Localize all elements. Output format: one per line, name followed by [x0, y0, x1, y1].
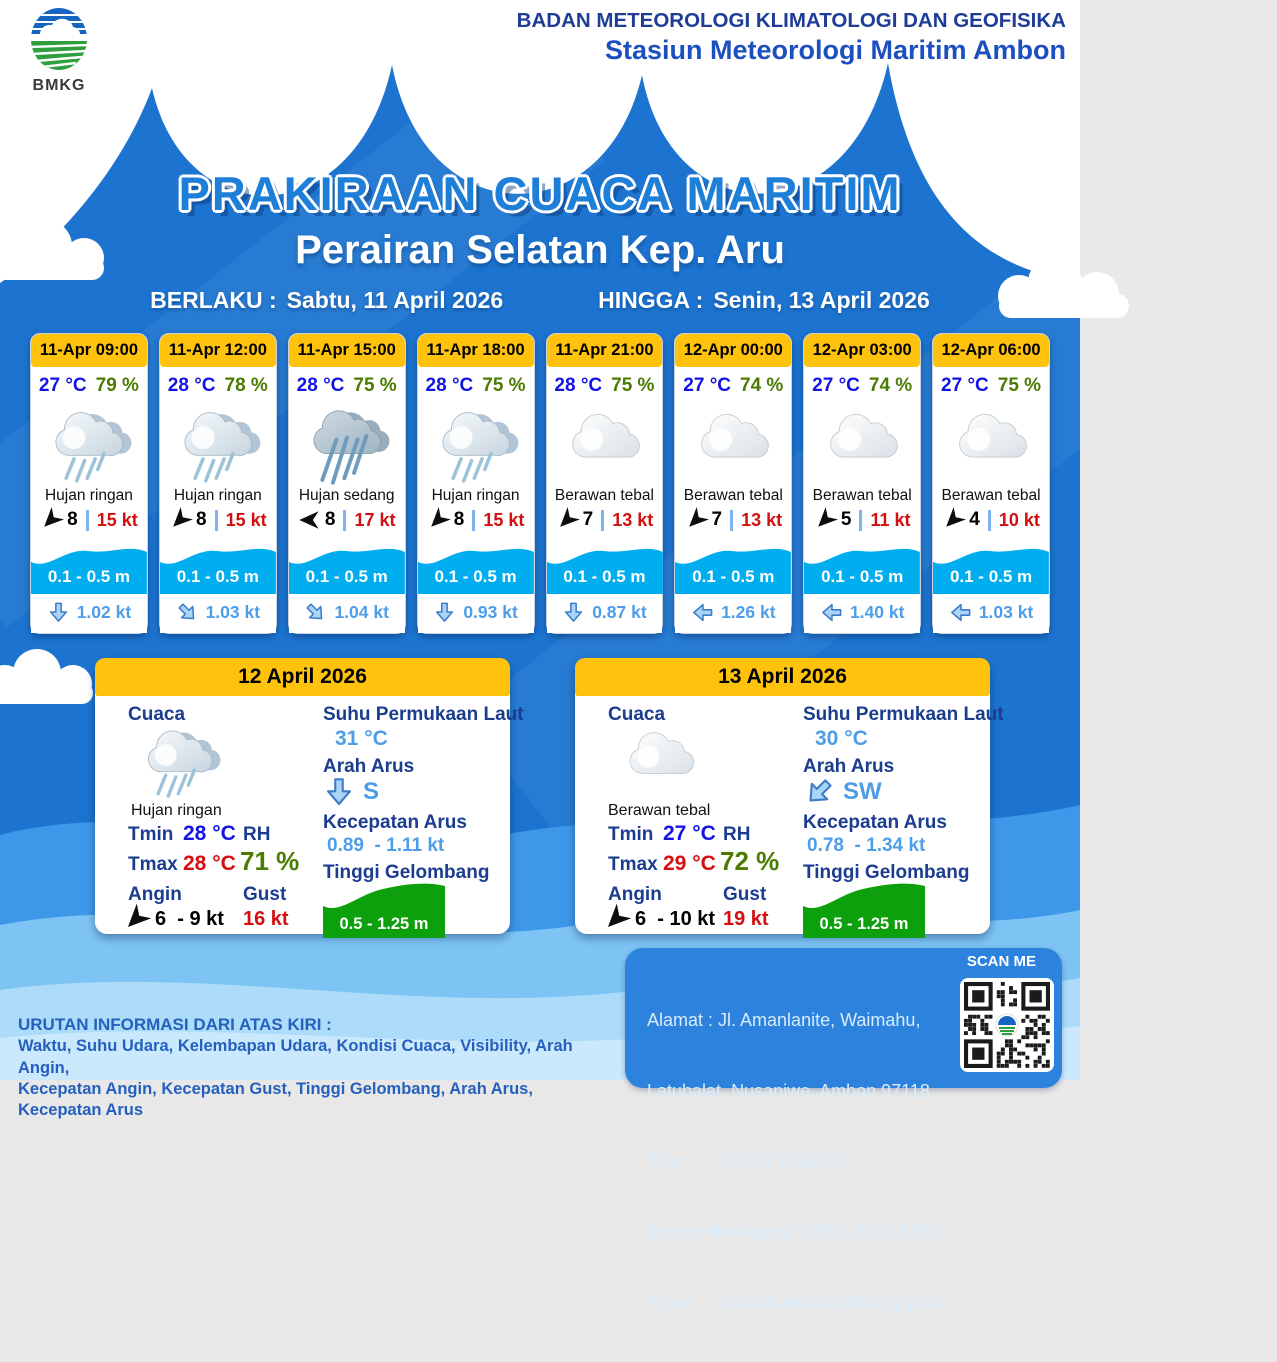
- daily-wave-range: 0.5 - 1.25 m: [819, 915, 909, 933]
- weather-icon: [559, 399, 649, 487]
- wind-speed: 15 kt: [96, 509, 138, 530]
- valid-from: [150, 287, 503, 314]
- wind-direction-icon: [809, 504, 840, 535]
- wind-direction-icon: [598, 901, 635, 938]
- qr-code-pattern: [964, 982, 1050, 1068]
- daily-card-body: [575, 696, 1004, 934]
- air-temperature: 27 °C: [941, 375, 989, 396]
- divider: [215, 510, 218, 531]
- current-speed: 1.03 kt: [978, 601, 1034, 622]
- daily-date: 13 April 2026: [575, 658, 990, 696]
- wind-direction-icon: [298, 509, 320, 531]
- divider: [988, 510, 991, 531]
- wind-row: [675, 507, 791, 533]
- info-legend-line1: Waktu, Suhu Udara, Kelembapan Udara, Kondisi Cuaca, Visibility, Arah Angin,: [18, 1037, 573, 1077]
- weather-condition: Hujan ringan: [173, 487, 262, 504]
- temp-humidity-row: [933, 374, 1049, 398]
- weather-condition: Berawan tebal: [941, 487, 1041, 504]
- weather-condition: Hujan sedang: [298, 487, 395, 504]
- validity-row: [0, 287, 1080, 314]
- wave-height-value: 0.1 - 0.5 m: [949, 567, 1033, 586]
- wave-height-band: [418, 542, 534, 594]
- wind-row: [804, 507, 920, 533]
- air-temperature: 28 °C: [167, 375, 216, 396]
- wave-height-value: 0.1 - 0.5 m: [176, 567, 259, 586]
- sst-label: Suhu Permukaan Laut: [323, 704, 524, 725]
- weather-icon: [688, 399, 778, 487]
- wave-height-value: 0.1 - 0.5 m: [434, 567, 517, 586]
- org-name: BADAN METEOROLOGI KLIMATOLOGI DAN GEOFISIKA: [516, 9, 1066, 32]
- temp-humidity-row: [289, 374, 405, 398]
- forecast-time: 11-Apr 12:00: [160, 334, 276, 367]
- current-direction-icon: [820, 601, 843, 624]
- divider: [730, 510, 733, 531]
- relative-humidity: 74 %: [868, 375, 913, 396]
- wind-direction-icon: [938, 504, 969, 535]
- current-speed: 1.40 kt: [849, 601, 905, 622]
- divider: [601, 510, 604, 531]
- wind-row: [547, 507, 663, 533]
- tmin-label: Tmin: [128, 824, 174, 845]
- temp-humidity-row: [160, 374, 276, 398]
- tinggi-gelombang-label: Tinggi Gelombang: [803, 862, 970, 883]
- current-direction-icon: [300, 596, 333, 629]
- current-direction-icon: [562, 601, 585, 624]
- wind-speed: 17 kt: [354, 509, 396, 530]
- current-direction-icon: [796, 769, 841, 814]
- current-row: [675, 594, 791, 633]
- kecepatan-arus-label: Kecepatan Arus: [803, 812, 947, 833]
- valid-to-value: Senin, 13 April 2026: [713, 287, 930, 313]
- current-row: [289, 594, 405, 633]
- relative-humidity: 75 %: [353, 375, 397, 396]
- org-header: [517, 9, 1066, 66]
- wind-direction-icon: [118, 901, 155, 938]
- hourly-forecast-card: [674, 333, 792, 634]
- wave-height-value: 0.1 - 0.5 m: [47, 567, 131, 586]
- weather-icon: [431, 399, 521, 487]
- temp-humidity-row: [547, 374, 663, 398]
- weather-condition: Berawan tebal: [554, 487, 654, 504]
- current-row: [31, 594, 147, 633]
- wave-height-band: [547, 542, 663, 594]
- current-row: [418, 594, 534, 633]
- sst-value: 30 °C: [815, 727, 868, 750]
- rh-label: RH: [243, 824, 271, 845]
- hourly-forecast-card: [932, 333, 1050, 634]
- current-direction-icon: [323, 776, 355, 808]
- current-row: [160, 594, 276, 633]
- wave-height-band: [160, 542, 276, 594]
- temp-humidity-row: [804, 374, 920, 398]
- hourly-forecast-card: [546, 333, 664, 634]
- current-direction-icon: [171, 596, 204, 629]
- relative-humidity: 74 %: [740, 375, 784, 396]
- forecast-time: 12-Apr 00:00: [675, 334, 791, 367]
- visibility-value: 7: [582, 509, 594, 530]
- hourly-forecast-card: [288, 333, 406, 634]
- forecast-time: 11-Apr 09:00: [31, 334, 147, 367]
- gust-label: Gust: [243, 884, 287, 905]
- tmin-value: 28 °C: [183, 822, 236, 845]
- forecast-time: 11-Apr 18:00: [418, 334, 534, 367]
- wave-height-value: 0.1 - 0.5 m: [692, 567, 775, 586]
- weather-condition: Hujan ringan: [431, 487, 520, 504]
- tinggi-gelombang-label: Tinggi Gelombang: [323, 862, 490, 883]
- hourly-forecast-card: [159, 333, 277, 634]
- daily-weather-icon: [613, 718, 707, 802]
- forecast-time: 12-Apr 06:00: [933, 334, 1049, 367]
- current-speed-range: 0.89 - 1.11 kt: [327, 835, 445, 856]
- current-direction-icon: [949, 601, 972, 624]
- relative-humidity: 78 %: [224, 375, 268, 396]
- contact-address-line1: Alamat : Jl. Amanlanite, Waimahu,: [647, 1010, 921, 1030]
- forecast-time: 12-Apr 03:00: [804, 334, 920, 367]
- angin-label: Angin: [608, 884, 662, 905]
- info-legend-title: URUTAN INFORMASI DARI ATAS KIRI :: [18, 1015, 332, 1034]
- contact-phone: Telp : (0911) 3834398: [647, 1151, 846, 1171]
- visibility-value: 8: [196, 509, 207, 530]
- wind-row: [160, 507, 276, 533]
- weather-icon: [302, 399, 392, 487]
- contact-address-line2: Latuhalat, Nusaniwe, Ambon 97118: [647, 1080, 930, 1101]
- current-row: [547, 594, 663, 633]
- wave-height-band: [933, 542, 1049, 594]
- current-row: [933, 594, 1049, 633]
- weather-icon: [817, 399, 907, 487]
- current-direction-icon: [47, 601, 70, 624]
- wind-direction-icon: [422, 504, 453, 535]
- kecepatan-arus-label: Kecepatan Arus: [323, 812, 467, 833]
- tmax-value: 29 °C: [663, 852, 716, 875]
- sst-value: 31 °C: [335, 727, 388, 750]
- wind-range: 6 - 10 kt: [635, 907, 716, 930]
- relative-humidity: 75 %: [997, 375, 1042, 396]
- relative-humidity: 75 %: [611, 375, 655, 396]
- current-direction-code: S: [363, 778, 380, 805]
- hourly-forecast-card: [803, 333, 921, 634]
- wind-speed: 10 kt: [998, 509, 1040, 530]
- air-temperature: 28 °C: [296, 375, 345, 396]
- daily-date: 12 April 2026: [95, 658, 510, 696]
- tmax-label: Tmax: [128, 854, 178, 875]
- relative-humidity: 75 %: [482, 375, 526, 396]
- current-direction-icon: [433, 601, 456, 624]
- bmkg-logo: [24, 6, 94, 95]
- daily-card-body: [95, 696, 524, 934]
- weather-condition: Berawan tebal: [812, 487, 912, 504]
- current-row: [804, 594, 920, 633]
- weather-icon: [44, 399, 134, 487]
- visibility-value: 7: [711, 509, 723, 530]
- current-direction-row: [803, 776, 882, 808]
- rh-value: 71 %: [240, 846, 300, 876]
- valid-to-label: HINGGA :: [598, 287, 704, 313]
- wind-row: [289, 507, 405, 533]
- visibility-value: 8: [324, 509, 336, 530]
- cuaca-label: Cuaca: [608, 704, 666, 725]
- station-name: Stasiun Meteorologi Maritim Ambon: [604, 34, 1066, 65]
- visibility-value: 8: [453, 509, 465, 530]
- wind-range: 6 - 9 kt: [155, 907, 224, 930]
- wind-row: [933, 507, 1049, 533]
- wave-height-block: [323, 880, 445, 938]
- page-title: PRAKIRAAN CUACA MARITIM: [178, 167, 902, 220]
- current-speed: 0.87 kt: [592, 601, 647, 622]
- daily-condition: Hujan ringan: [131, 802, 222, 819]
- wind-row: [418, 507, 534, 533]
- wave-height-band: [31, 542, 147, 594]
- wave-height-band: [804, 542, 920, 594]
- weather-icon: [173, 399, 263, 487]
- current-speed: 1.04 kt: [334, 601, 389, 622]
- divider: [859, 510, 862, 531]
- info-legend: [18, 1014, 618, 1122]
- tmin-value: 27 °C: [663, 822, 716, 845]
- daily-wind-row: [123, 906, 224, 932]
- temp-humidity-row: [418, 374, 534, 398]
- divider: [86, 510, 89, 531]
- scan-me-label: SCAN ME: [966, 953, 1036, 970]
- current-speed: 0.93 kt: [463, 601, 518, 622]
- valid-to: [598, 287, 930, 314]
- arah-arus-label: Arah Arus: [323, 756, 415, 777]
- forecast-time: 11-Apr 15:00: [289, 334, 405, 367]
- cuaca-label: Cuaca: [128, 704, 186, 725]
- wave-height-value: 0.1 - 0.5 m: [821, 567, 904, 586]
- wind-speed: 13 kt: [741, 509, 783, 530]
- gust-value: 19 kt: [723, 908, 769, 930]
- valid-from-label: BERLAKU :: [150, 287, 277, 313]
- wind-direction-icon: [551, 504, 582, 535]
- hourly-row: [30, 333, 1050, 634]
- wind-speed: 11 kt: [870, 509, 911, 530]
- rh-label: RH: [723, 824, 751, 845]
- angin-label: Angin: [128, 884, 182, 905]
- visibility-value: 4: [969, 509, 980, 530]
- relative-humidity: 79 %: [95, 375, 139, 396]
- current-speed: 1.26 kt: [721, 601, 776, 622]
- weather-icon: [946, 399, 1036, 487]
- tmax-label: Tmax: [608, 854, 658, 875]
- contact-info: [647, 962, 942, 1362]
- hourly-forecast-card: [30, 333, 148, 634]
- wind-direction-icon: [36, 504, 67, 535]
- tmax-value: 28 °C: [183, 852, 236, 875]
- wave-height-value: 0.1 - 0.5 m: [305, 567, 388, 586]
- wave-height-block: [803, 880, 925, 938]
- visibility-value: 8: [67, 509, 78, 530]
- current-speed: 1.02 kt: [76, 601, 132, 622]
- forecast-time: 11-Apr 21:00: [547, 334, 663, 367]
- contact-messaging: Instant Messaging (0812) 9626 5822: [647, 1221, 941, 1242]
- contact-email: Email : stamar.ambon@bmkg.go.id: [647, 1292, 943, 1312]
- daily-wind-row: [603, 906, 715, 932]
- daily-weather-icon: [133, 718, 227, 802]
- daily-wave-range: 0.5 - 1.25 m: [339, 915, 429, 933]
- air-temperature: 27 °C: [812, 375, 860, 396]
- air-temperature: 28 °C: [554, 375, 603, 396]
- arah-arus-label: Arah Arus: [803, 756, 895, 777]
- wind-speed: 15 kt: [225, 509, 267, 530]
- valid-from-value: Sabtu, 11 April 2026: [286, 287, 504, 313]
- visibility-value: 5: [840, 509, 852, 530]
- current-speed: 1.03 kt: [205, 601, 261, 622]
- wave-height-band: [289, 542, 405, 594]
- divider: [472, 510, 475, 531]
- daily-forecast-card-2: [575, 658, 1004, 934]
- current-speed-range: 0.78 - 1.34 kt: [807, 835, 926, 856]
- hourly-forecast-card: [417, 333, 535, 634]
- wind-direction-icon: [680, 504, 711, 535]
- wind-speed: 13 kt: [612, 509, 654, 530]
- contact-panel: [625, 948, 1062, 1312]
- wave-height-value: 0.1 - 0.5 m: [563, 567, 646, 586]
- daily-condition: Berawan tebal: [608, 802, 711, 819]
- bmkg-logo-label: BMKG: [32, 77, 86, 94]
- sst-label: Suhu Permukaan Laut: [803, 704, 1004, 725]
- temp-humidity-row: [31, 374, 147, 398]
- wave-height-band: [675, 542, 791, 594]
- area-subtitle: Perairan Selatan Kep. Aru: [295, 228, 785, 272]
- rh-value: 72 %: [720, 846, 780, 876]
- air-temperature: 28 °C: [425, 375, 474, 396]
- air-temperature: 27 °C: [683, 375, 732, 396]
- gust-value: 16 kt: [243, 908, 289, 930]
- wind-row: [31, 507, 147, 533]
- wind-direction-icon: [164, 504, 195, 535]
- divider: [343, 510, 346, 531]
- current-direction-code: SW: [843, 778, 882, 805]
- current-direction-row: [323, 776, 379, 808]
- daily-forecast-card-1: [95, 658, 524, 934]
- tmin-label: Tmin: [608, 824, 654, 845]
- wind-speed: 15 kt: [483, 509, 525, 530]
- air-temperature: 27 °C: [38, 375, 87, 396]
- qr-code: [960, 978, 1054, 1072]
- temp-humidity-row: [675, 374, 791, 398]
- bmkg-logo-icon: [28, 6, 90, 76]
- weather-condition: Berawan tebal: [683, 487, 783, 504]
- current-direction-icon: [691, 601, 714, 624]
- gust-label: Gust: [723, 884, 767, 905]
- weather-condition: Hujan ringan: [44, 487, 133, 504]
- info-legend-line2: Kecepatan Angin, Kecepatan Gust, Tinggi Gelombang, Arah Arus, Kecepatan Arus: [18, 1079, 533, 1120]
